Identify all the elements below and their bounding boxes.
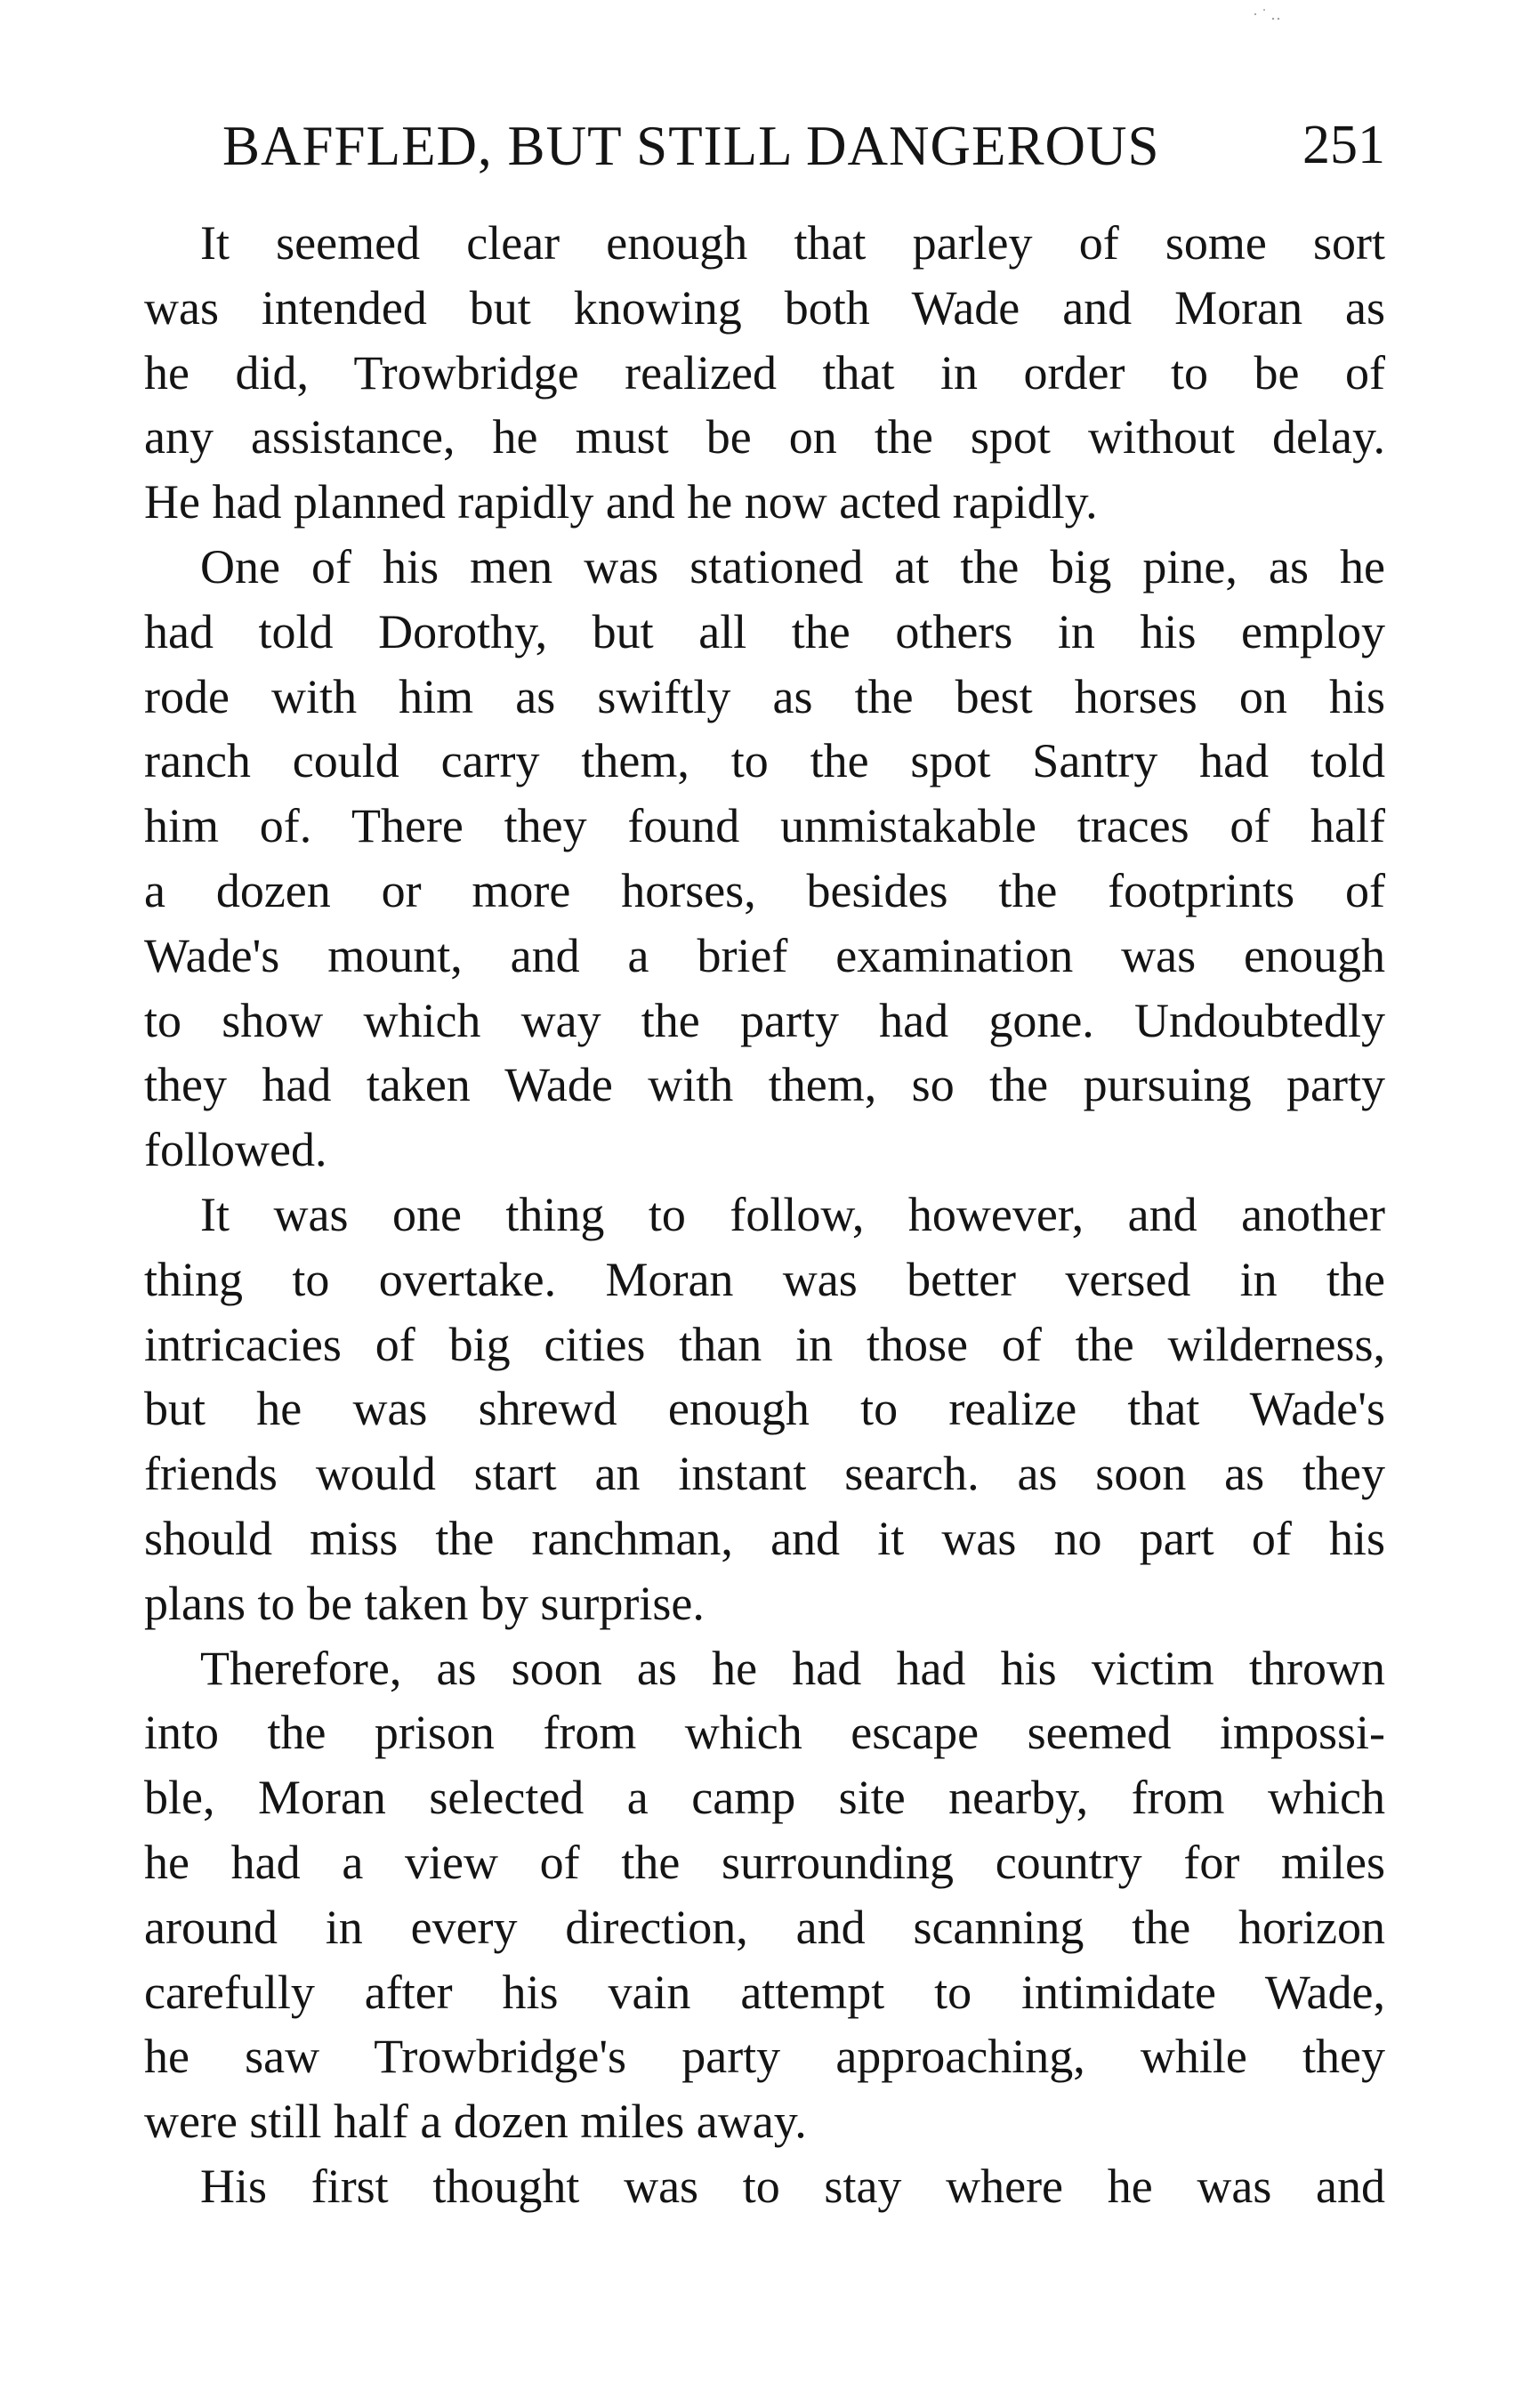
text-line: ble, Moran selected a camp site nearby, from which xyxy=(144,1771,1385,1825)
text-line: It seemed clear enough that parley of some sort xyxy=(200,216,1385,270)
text-line: thing to overtake. Moran was better versed in the xyxy=(144,1252,1385,1306)
text-line: he did, Trowbridge realized that in order to be of xyxy=(144,345,1385,400)
text-line: around in every direction, and scanning the horizon xyxy=(144,1900,1385,1954)
text-line: he saw Trowbridge's party approaching, while they xyxy=(144,2030,1385,2084)
text-line: rode with him as swiftly as the best horses on his xyxy=(144,669,1385,723)
text-line: One of his men was stationed at the big pine, as he xyxy=(200,539,1385,593)
scan-speck-mark: ·˙‥ xyxy=(1253,5,1285,23)
page-number: 251 xyxy=(1302,115,1385,175)
text-line: was intended but knowing both Wade and Moran as xyxy=(144,280,1385,335)
text-line: friends would start an instant search. as soon as they xyxy=(144,1447,1385,1501)
text-line: plans to be taken by surprise. xyxy=(144,1576,705,1630)
text-line: him of. There they found unmistakable traces of half xyxy=(144,799,1385,853)
text-line: should miss the ranchman, and it was no part of his xyxy=(144,1511,1385,1565)
text-line: Wade's mount, and a brief examination was enough xyxy=(144,928,1385,982)
text-line: any assistance, he must be on the spot without delay. xyxy=(144,410,1385,464)
text-line: intricacies of big cities than in those of the wilderness, xyxy=(144,1317,1385,1371)
text-line: but he was shrewd enough to realize that Wade's xyxy=(144,1382,1385,1436)
text-line: to show which way the party had gone. Undoubtedly xyxy=(144,993,1385,1047)
page-header xyxy=(144,114,1385,185)
text-line: had told Dorothy, but all the others in his employ xyxy=(144,604,1385,658)
text-line: a dozen or more horses, besides the footprints of xyxy=(144,863,1385,917)
text-line: It was one thing to follow, however, and another xyxy=(200,1187,1385,1241)
text-line: Therefore, as soon as he had had his victim thrown xyxy=(200,1641,1385,1695)
text-line: His first thought was to stay where he was and xyxy=(200,2159,1385,2213)
text-line: were still half a dozen miles away. xyxy=(144,2095,807,2149)
text-line: ranch could carry them, to the spot Santry had told xyxy=(144,734,1385,788)
text-line: he had a view of the surrounding country for miles xyxy=(144,1835,1385,1889)
body-text xyxy=(144,211,1385,2219)
text-line: He had planned rapidly and he now acted rapidly. xyxy=(144,475,1098,529)
text-line: followed. xyxy=(144,1123,327,1177)
text-line: they had taken Wade with them, so the pursuing party xyxy=(144,1058,1385,1112)
running-head: BAFFLED, BUT STILL DANGEROUS xyxy=(222,115,1160,177)
text-line: carefully after his vain attempt to intimidate Wade, xyxy=(144,1965,1385,2019)
text-line: into the prison from which escape seemed impossi- xyxy=(144,1706,1385,1760)
